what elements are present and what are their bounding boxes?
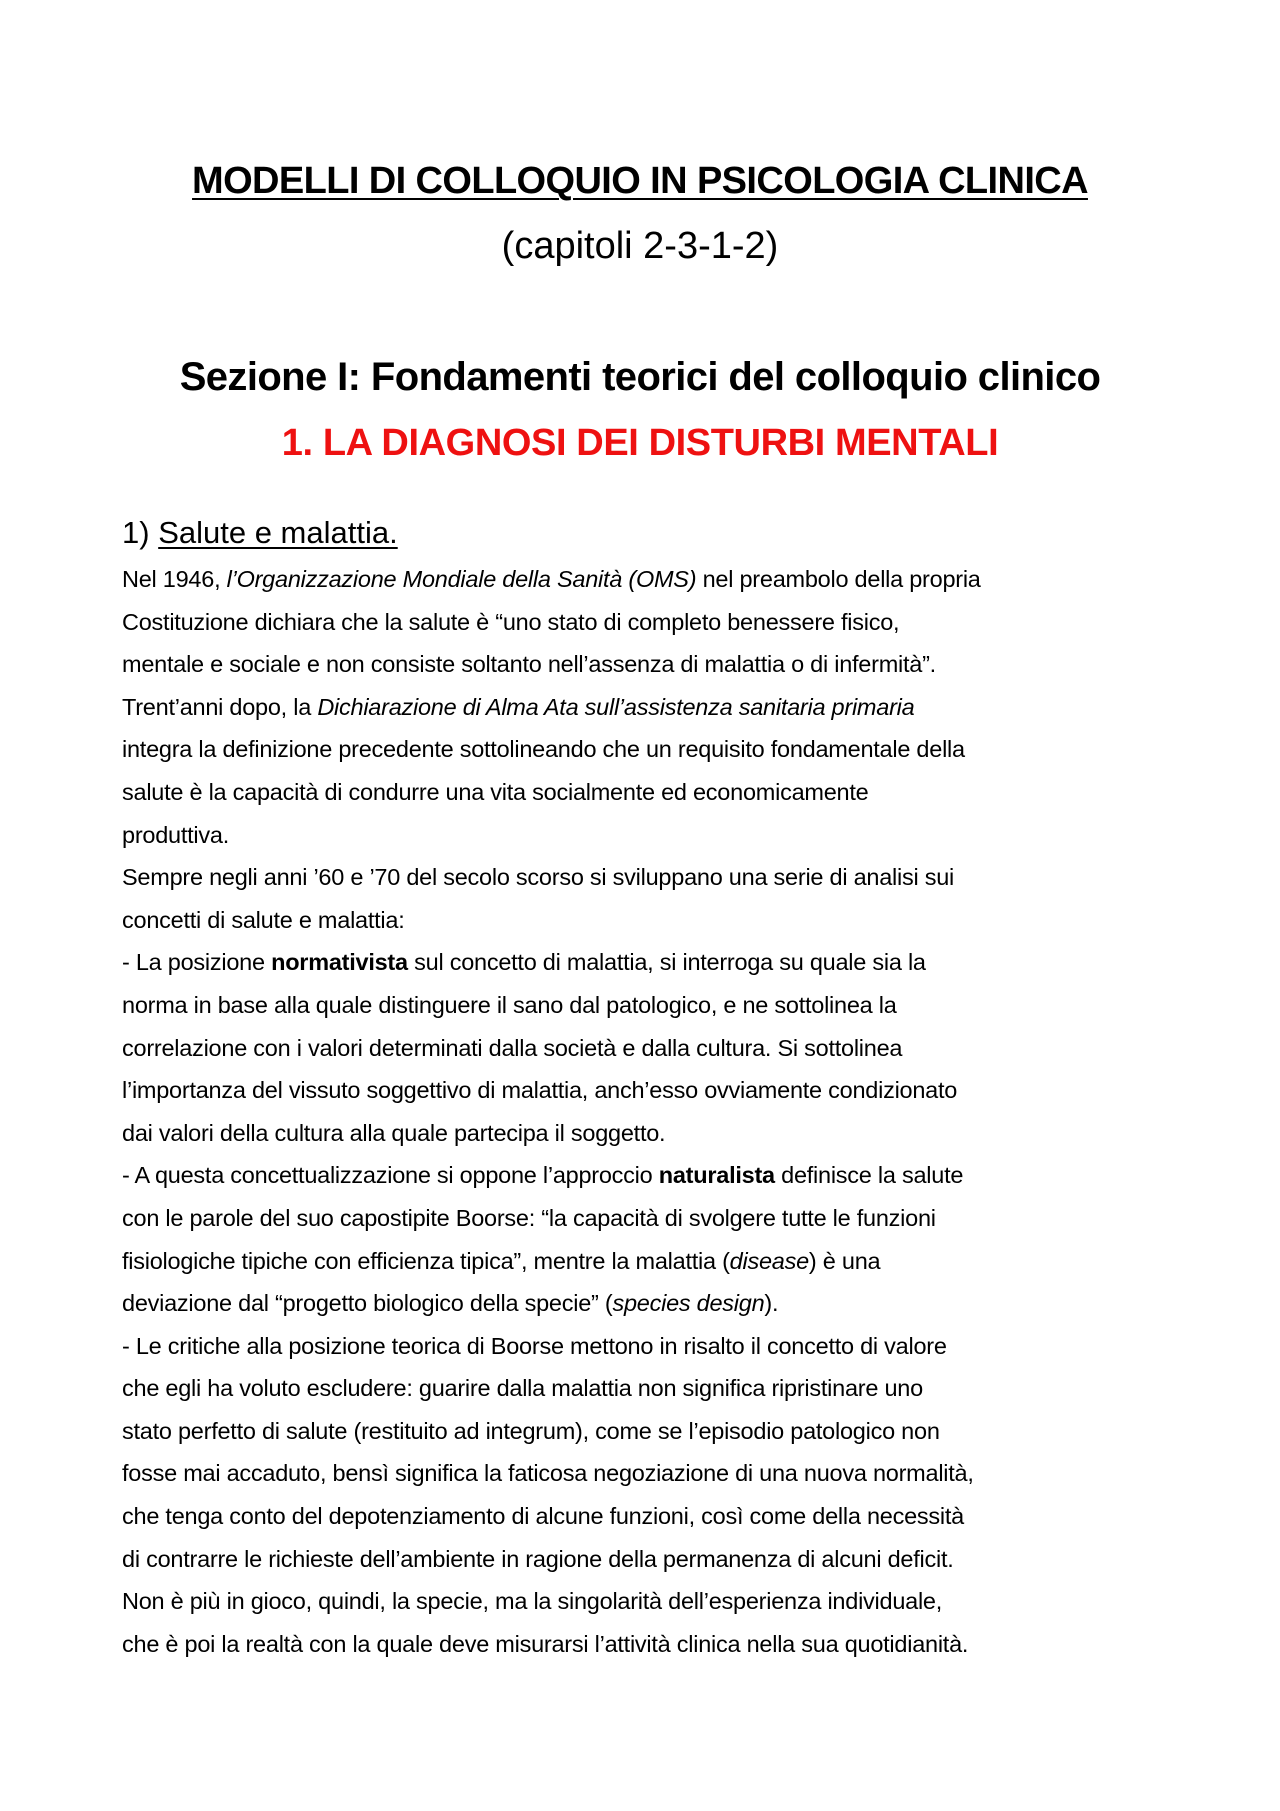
text-span: dai valori della cultura alla quale partecipa il soggetto. <box>122 1119 666 1146</box>
text-line <box>122 1069 1177 1112</box>
text-span: fosse mai accaduto, bensì significa la faticosa negoziazione di una nuova normalità, <box>122 1460 974 1487</box>
text-line <box>122 1197 1177 1240</box>
text-span: stato perfetto di salute (restituito ad integrum), come se l’episodio patologico non <box>122 1417 940 1444</box>
text-line <box>122 1538 1177 1581</box>
text-span: Sempre negli anni ’60 e ’70 del secolo scorso si sviluppano una serie di analisi sui <box>122 864 955 891</box>
text-span: Nel 1946, <box>122 566 227 592</box>
document-subtitle: (capitoli 2-3-1-2) <box>501 225 779 267</box>
text-line <box>122 1325 1177 1368</box>
section-title: Sezione I: Fondamenti teorici del colloquio clinico <box>179 355 1101 399</box>
body-text <box>122 558 1177 1665</box>
subsection-title: Salute e malattia. <box>158 515 398 550</box>
text-line <box>122 899 1177 942</box>
text-line <box>122 601 1177 644</box>
text-line <box>122 1410 1177 1453</box>
text-span: integra la definizione precedente sottolineando che un requisito fondamentale della <box>122 736 965 763</box>
text-line <box>122 941 1177 984</box>
text-line <box>122 984 1177 1027</box>
text-line <box>122 1623 1177 1666</box>
text-line <box>122 1367 1177 1410</box>
text-line <box>122 558 1177 601</box>
text-span: l’importanza del vissuto soggettivo di malattia, anch’esso ovviamente condizionato <box>122 1077 958 1104</box>
text-span-bold: normativista <box>271 949 408 976</box>
text-span-italic: Dichiarazione di Alma Ata sull’assistenza sanitaria primaria <box>317 693 915 720</box>
text-line <box>122 1154 1177 1197</box>
chapter-title: 1. LA DIAGNOSI DEI DISTURBI MENTALI <box>281 422 999 464</box>
text-line <box>122 1580 1177 1623</box>
text-span: deviazione dal “progetto biologico della specie” ( <box>122 1290 613 1317</box>
text-line <box>122 686 1177 729</box>
text-span: correlazione con i valori determinati dalla società e dalla cultura. Si sottolinea <box>122 1034 903 1061</box>
text-span: Non è più in gioco, quindi, la specie, ma la singolarità dell’esperienza individuale, <box>122 1588 943 1615</box>
text-line <box>122 814 1177 857</box>
text-span: che tenga conto del depotenziamento di alcune funzioni, così come della necessità <box>122 1503 964 1530</box>
text-span: produttiva. <box>122 821 229 848</box>
text-span: ) è una <box>808 1247 881 1274</box>
text-span: Costituzione dichiara che la salute è “uno stato di completo benessere fisico, <box>122 608 900 635</box>
text-line <box>122 1452 1177 1495</box>
text-span: che è poi la realtà con la quale deve misurarsi l’attività clinica nella sua quotidianità. <box>122 1630 969 1657</box>
text-span: che egli ha voluto escludere: guarire dalla malattia non significa ripristinare uno <box>122 1375 923 1402</box>
text-span: sul concetto di malattia, si interroga su quale sia la <box>407 949 926 976</box>
text-span: di contrarre le richieste dell’ambiente in ragione della permanenza di alcuni deficit. <box>122 1545 954 1572</box>
text-span: - A questa concettualizzazione si oppone l’approccio <box>122 1162 659 1189</box>
text-span: con le parole del suo capostipite Boorse: “la capacità di svolgere tutte le funzioni <box>122 1204 936 1231</box>
text-span: definisce la salute <box>774 1162 964 1189</box>
text-span: fisiologiche tipiche con efficienza tipica”, mentre la malattia ( <box>122 1247 730 1274</box>
text-line <box>122 728 1177 771</box>
text-line <box>122 1282 1177 1325</box>
text-span: norma in base alla quale distinguere il sano dal patologico, e ne sottolinea la <box>122 991 897 1018</box>
text-span: - Le critiche alla posizione teorica di Boorse mettono in risalto il concetto di valore <box>122 1332 947 1359</box>
text-line <box>122 1240 1177 1283</box>
text-span-italic: disease <box>729 1247 809 1274</box>
text-line <box>122 771 1177 814</box>
text-span-italic: species design <box>612 1290 765 1317</box>
subsection-heading <box>122 515 398 551</box>
text-span-italic: l’Organizzazione Mondiale della Sanità (OMS) <box>226 566 697 592</box>
text-line <box>122 1112 1177 1155</box>
subsection-number: 1) <box>122 515 159 550</box>
text-span: nel preambolo della propria <box>696 566 981 592</box>
document-title: MODELLI DI COLLOQUIO IN PSICOLOGIA CLINICA <box>192 160 1088 202</box>
text-span: ). <box>764 1290 779 1317</box>
text-span: Trent’anni dopo, la <box>122 693 318 720</box>
text-line <box>122 856 1177 899</box>
text-span: concetti di salute e malattia: <box>122 906 405 933</box>
text-span-bold: naturalista <box>658 1162 775 1189</box>
text-span: salute è la capacità di condurre una vita socialmente ed economicamente <box>122 778 869 805</box>
text-span: - La posizione <box>122 949 272 976</box>
text-line <box>122 643 1177 686</box>
text-line <box>122 1495 1177 1538</box>
text-span: mentale e sociale e non consiste soltanto nell’assenza di malattia o di infermità”. <box>122 651 936 678</box>
text-line <box>122 1027 1177 1070</box>
